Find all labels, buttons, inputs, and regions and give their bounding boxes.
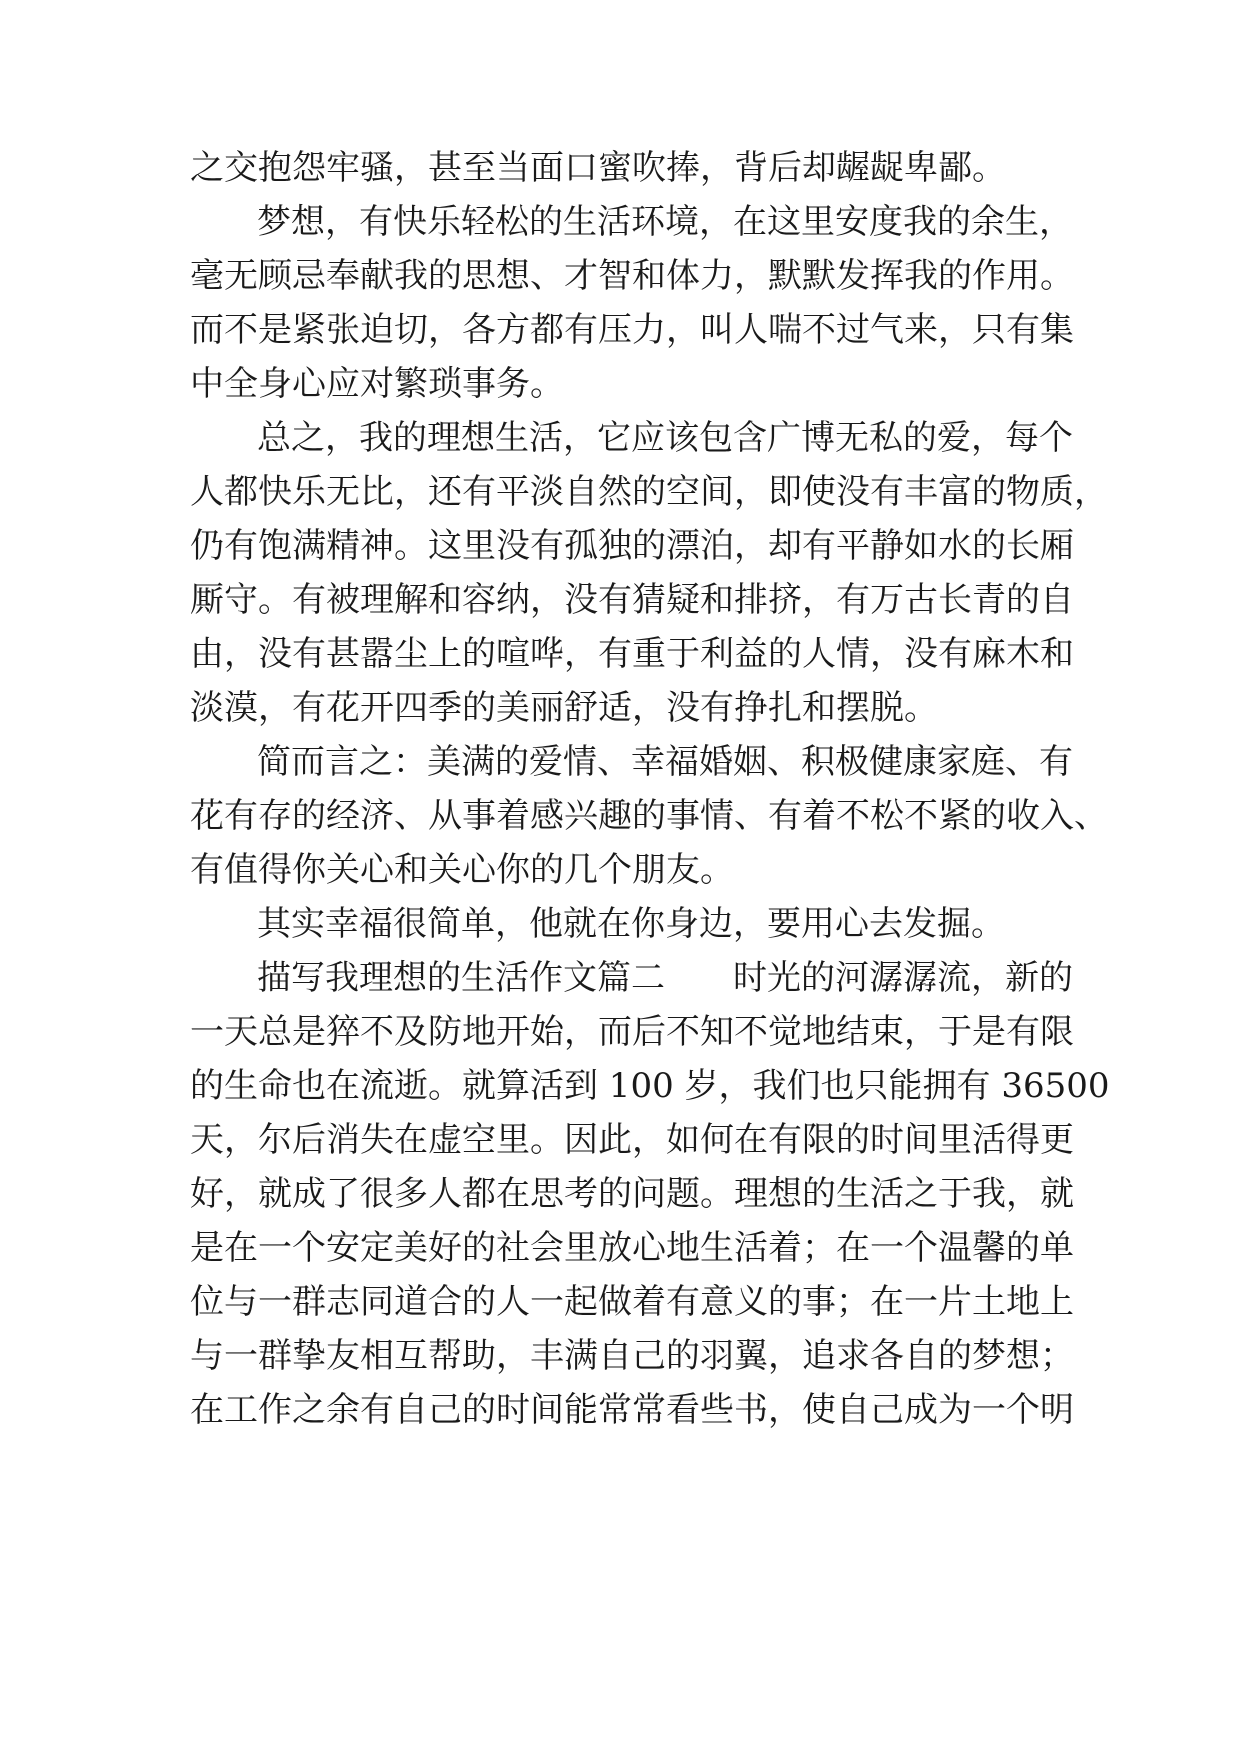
text-line: 毫无顾忌奉献我的思想、才智和体力，默默发挥我的作用。 [190, 256, 1074, 296]
text-line: 由，没有甚嚣尘上的喧哗，有重于利益的人情，没有麻木和 [190, 634, 1074, 674]
text-line: 与一群挚友相互帮助，丰满自己的羽翼，追求各自的梦想； [190, 1336, 1074, 1376]
text-line: 简而言之：美满的爱情、幸福婚姻、积极健康家庭、有 [257, 742, 1073, 782]
text-line: 是在一个安定美好的社会里放心地生活着；在一个温馨的单 [190, 1228, 1074, 1268]
text-line: 位与一群志同道合的人一起做着有意义的事；在一片土地上 [190, 1282, 1074, 1322]
text-line: 而不是紧张迫切，各方都有压力，叫人喘不过气来，只有集 [190, 310, 1074, 350]
text-line: 淡漠，有花开四季的美丽舒适，没有挣扎和摆脱。 [190, 688, 938, 728]
text-line: 天，尔后消失在虚空里。因此，如何在有限的时间里活得更 [190, 1120, 1074, 1160]
text-line: 在工作之余有自己的时间能常常看些书，使自己成为一个明 [190, 1390, 1074, 1430]
text-line: 一天总是猝不及防地开始，而后不知不觉地结束，于是有限 [190, 1012, 1074, 1052]
text-line: 之交抱怨牢骚，甚至当面口蜜吹捧，背后却龌龊卑鄙。 [190, 148, 1006, 188]
text-line: 描写我理想的生活作文篇二 时光的河潺潺流，新的 [257, 958, 1073, 998]
text-line: 厮守。有被理解和容纳，没有猜疑和排挤，有万古长青的自 [190, 580, 1074, 620]
text-line: 花有存的经济、从事着感兴趣的事情、有着不松不紧的收入、 [190, 796, 1108, 836]
text-line: 梦想，有快乐轻松的生活环境，在这里安度我的余生， [257, 202, 1073, 242]
text-line: 好，就成了很多人都在思考的问题。理想的生活之于我，就 [190, 1174, 1074, 1214]
text-line: 仍有饱满精神。这里没有孤独的漂泊，却有平静如水的长厢 [190, 526, 1074, 566]
text-line: 的生命也在流逝。就算活到 100 岁，我们也只能拥有 36500 [190, 1066, 1110, 1106]
text-line: 其实幸福很简单，他就在你身边，要用心去发掘。 [257, 904, 1005, 944]
text-line: 有值得你关心和关心你的几个朋友。 [190, 850, 734, 890]
text-line: 中全身心应对繁琐事务。 [190, 364, 564, 404]
text-line: 人都快乐无比，还有平淡自然的空间，即使没有丰富的物质， [190, 472, 1108, 512]
text-line: 总之，我的理想生活，它应该包含广博无私的爱，每个 [257, 418, 1073, 458]
